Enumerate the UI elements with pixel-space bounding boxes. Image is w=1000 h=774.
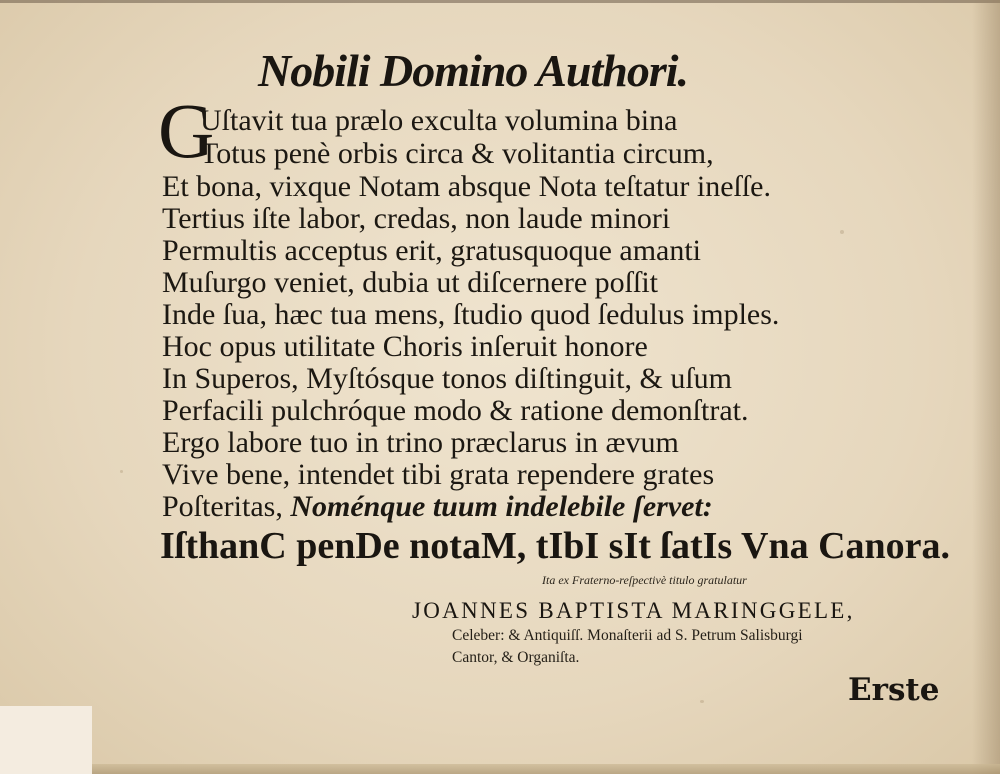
poem-line: Totus penè orbis circa & volitantia circum,	[200, 137, 714, 170]
poem-line: Et bona, vixque Notam absque Nota teſtatur ineſſe.	[162, 170, 771, 203]
paper-speck	[120, 470, 123, 473]
author-role-line: Celeber: & Antiquiſſ. Monaſterii ad S. Petrum Salisburgi	[452, 627, 803, 644]
dedication-note: Ita ex Fraterno-reſpectivè titulo gratulatur	[542, 573, 747, 587]
poem-line: Uſtavit tua prælo exculta volumina bina	[200, 104, 678, 137]
poem-line: Muſurgo veniet, dubia ut diſcernere poſſit	[162, 266, 658, 299]
poem-line: Hoc opus utilitate Choris inſeruit honore	[162, 330, 648, 363]
poem-line: Vive bene, intendet tibi grata rependere grates	[162, 458, 715, 491]
page-gutter-shadow	[972, 0, 1000, 774]
poem-line-roman: Poſteritas,	[162, 490, 291, 523]
poem-line: Tertius iſte labor, credas, non laude minori	[162, 202, 671, 235]
poem-line: Permultis acceptus erit, gratusquoque amanti	[162, 234, 702, 267]
poem-line: In Superos, Myſtósque tonos diſtinguit, & uſum	[162, 362, 733, 395]
poem-line: Perfacili pulchróque modo & ratione demonſtrat.	[162, 394, 749, 427]
poem-line: Ergo labore tuo in trino præclarus in ævum	[162, 426, 679, 459]
page-title: Nobili Domino Authori.	[258, 45, 689, 96]
paper-speck	[700, 700, 704, 703]
torn-corner	[0, 706, 92, 774]
page-bottom-edge	[90, 764, 1000, 774]
poem-line-italic: Noménque tuum indelebile ſervet:	[290, 490, 713, 523]
paper-speck	[840, 230, 844, 234]
poem-line: Inde ſua, hæc tua mens, ſtudio quod ſedulus imples.	[162, 298, 780, 331]
chronogram-line: IſthanC penDe notaM, tIbI sIt ſatIs Vna Canora.	[160, 525, 951, 567]
poem-line-last	[162, 491, 713, 523]
catchword: Erste	[848, 672, 940, 708]
author-role-line: Cantor, & Organiſta.	[452, 649, 580, 666]
drop-cap: G	[158, 87, 215, 174]
author-name: JOANNES BAPTISTA MARINGGELE,	[412, 598, 855, 623]
page-top-edge	[0, 0, 1000, 3]
